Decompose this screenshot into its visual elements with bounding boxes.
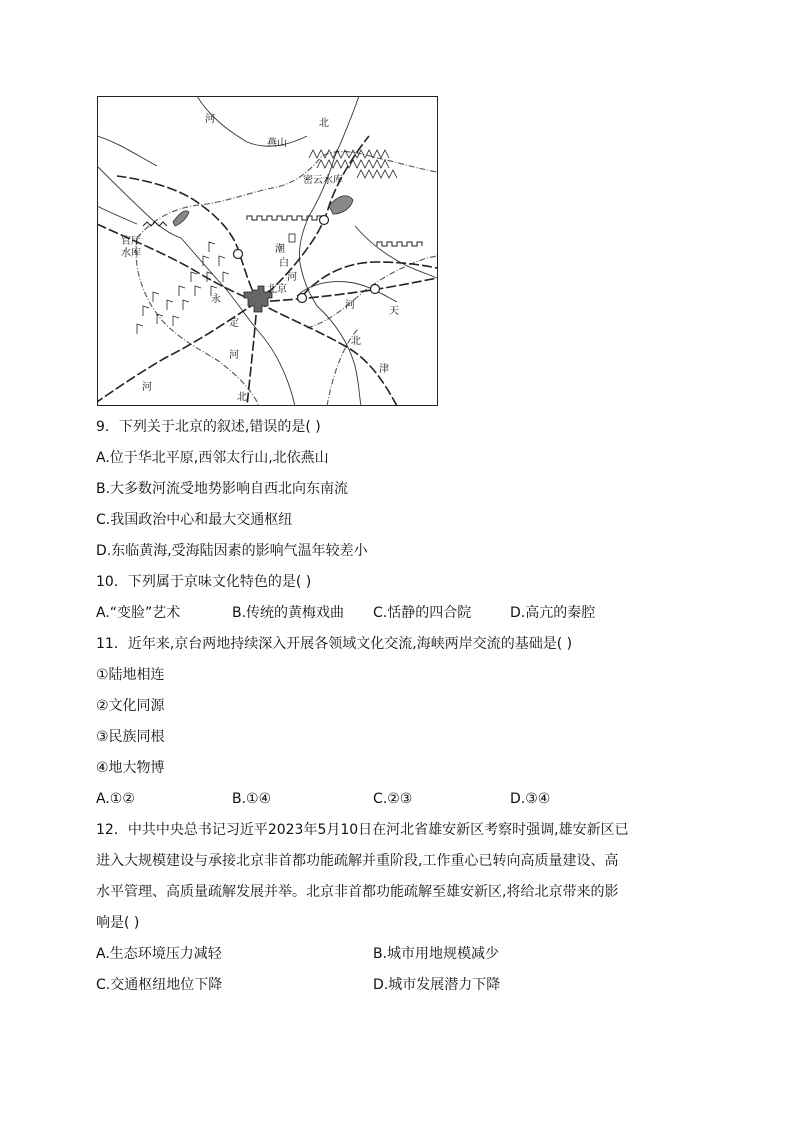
map-label-chaobai-3: 河 <box>287 272 297 283</box>
question-12-stem-line-2: 进入大规模建设与承接北京非首都功能疏解并重阶段,工作重心已转向高质量建设、高 <box>96 853 619 869</box>
map-label-yongding-3: 河 <box>229 350 239 361</box>
map-label-hebei-mid-1: 河 <box>345 300 355 311</box>
question-10-option-d: D.高亢的秦腔 <box>510 605 596 621</box>
question-12-stem-line-3: 水平管理、高质量疏解发展并举。北京非首都功能疏解至雄安新区,将给北京带来的影 <box>96 884 619 900</box>
map-label-hebei-mid-2: 北 <box>351 336 361 347</box>
map-label-hebei-bot-2: 北 <box>237 392 247 403</box>
map-label-tianjin-1: 天 <box>389 306 399 317</box>
question-9-option-d: D.东临黄海,受海陆因素的影响气温年较差小 <box>96 543 368 559</box>
map-label-guanting-1: 官厅 <box>121 236 141 247</box>
map-label-yongding-1: 永 <box>211 294 221 305</box>
question-11-option-a: A.①② <box>96 791 135 807</box>
question-9-option-a: A.位于华北平原,西邻太行山,北依燕山 <box>96 450 329 466</box>
question-11-stem: 11．近年来,京台两地持续深入开展各领域文化交流,海峡两岸交流的基础是( ) <box>96 636 573 652</box>
map-label-hebei-top-2: 北 <box>319 118 329 129</box>
beijing-map <box>97 96 438 406</box>
beijing-map-svg <box>97 96 438 406</box>
map-label-yanshan: 燕山 <box>267 138 287 149</box>
question-11-option-d: D.③④ <box>510 791 551 807</box>
question-10-option-c: C.恬静的四合院 <box>373 605 472 621</box>
question-12-option-c: C.交通枢纽地位下降 <box>96 977 223 993</box>
map-label-hebei-top-1: 河 <box>205 114 215 125</box>
question-9-option-b: B.大多数河流受地势影响自西北向东南流 <box>96 481 349 497</box>
map-label-miyun-reservoir: 密云水库 <box>303 175 343 186</box>
question-12-stem-line-4: 响是( ) <box>96 915 140 931</box>
question-9-option-c: C.我国政治中心和最大交通枢纽 <box>96 512 293 528</box>
question-12-option-d: D.城市发展潜力下降 <box>373 977 501 993</box>
map-label-beijing: 北京 <box>267 284 287 295</box>
map-label-hebei-bot-1: 河 <box>142 382 152 393</box>
question-9-stem: 9．下列关于北京的叙述,错误的是( ) <box>96 419 321 435</box>
city-square-marker <box>289 234 295 242</box>
question-12-stem-line-1: 12．中共中央总书记习近平2023年5月10日在河北省雄安新区考察时强调,雄安新区已 <box>96 822 629 838</box>
question-11-option-c: C.②③ <box>373 791 413 807</box>
map-label-tianjin-2: 津 <box>379 364 389 375</box>
question-11-option-b: B.①④ <box>232 791 272 807</box>
question-11-item-4: ④地大物博 <box>96 760 165 776</box>
question-11-item-2: ②文化同源 <box>96 698 165 714</box>
question-10-stem: 10．下列属于京味文化特色的是( ) <box>96 574 312 590</box>
map-label-guanting-2: 水库 <box>121 248 141 259</box>
map-label-chaobai-1: 潮 <box>275 244 285 255</box>
question-12-option-a: A.生态环境压力减轻 <box>96 946 222 962</box>
question-11-item-3: ③民族同根 <box>96 729 165 745</box>
map-label-yongding-2: 定 <box>229 318 239 329</box>
question-11-item-1: ①陆地相连 <box>96 667 165 683</box>
map-label-chaobai-2: 白 <box>279 258 289 269</box>
question-10-option-b: B.传统的黄梅戏曲 <box>232 605 345 621</box>
question-10-option-a: A.“变脸”艺术 <box>96 605 181 621</box>
question-12-option-b: B.城市用地规模减少 <box>373 946 500 962</box>
